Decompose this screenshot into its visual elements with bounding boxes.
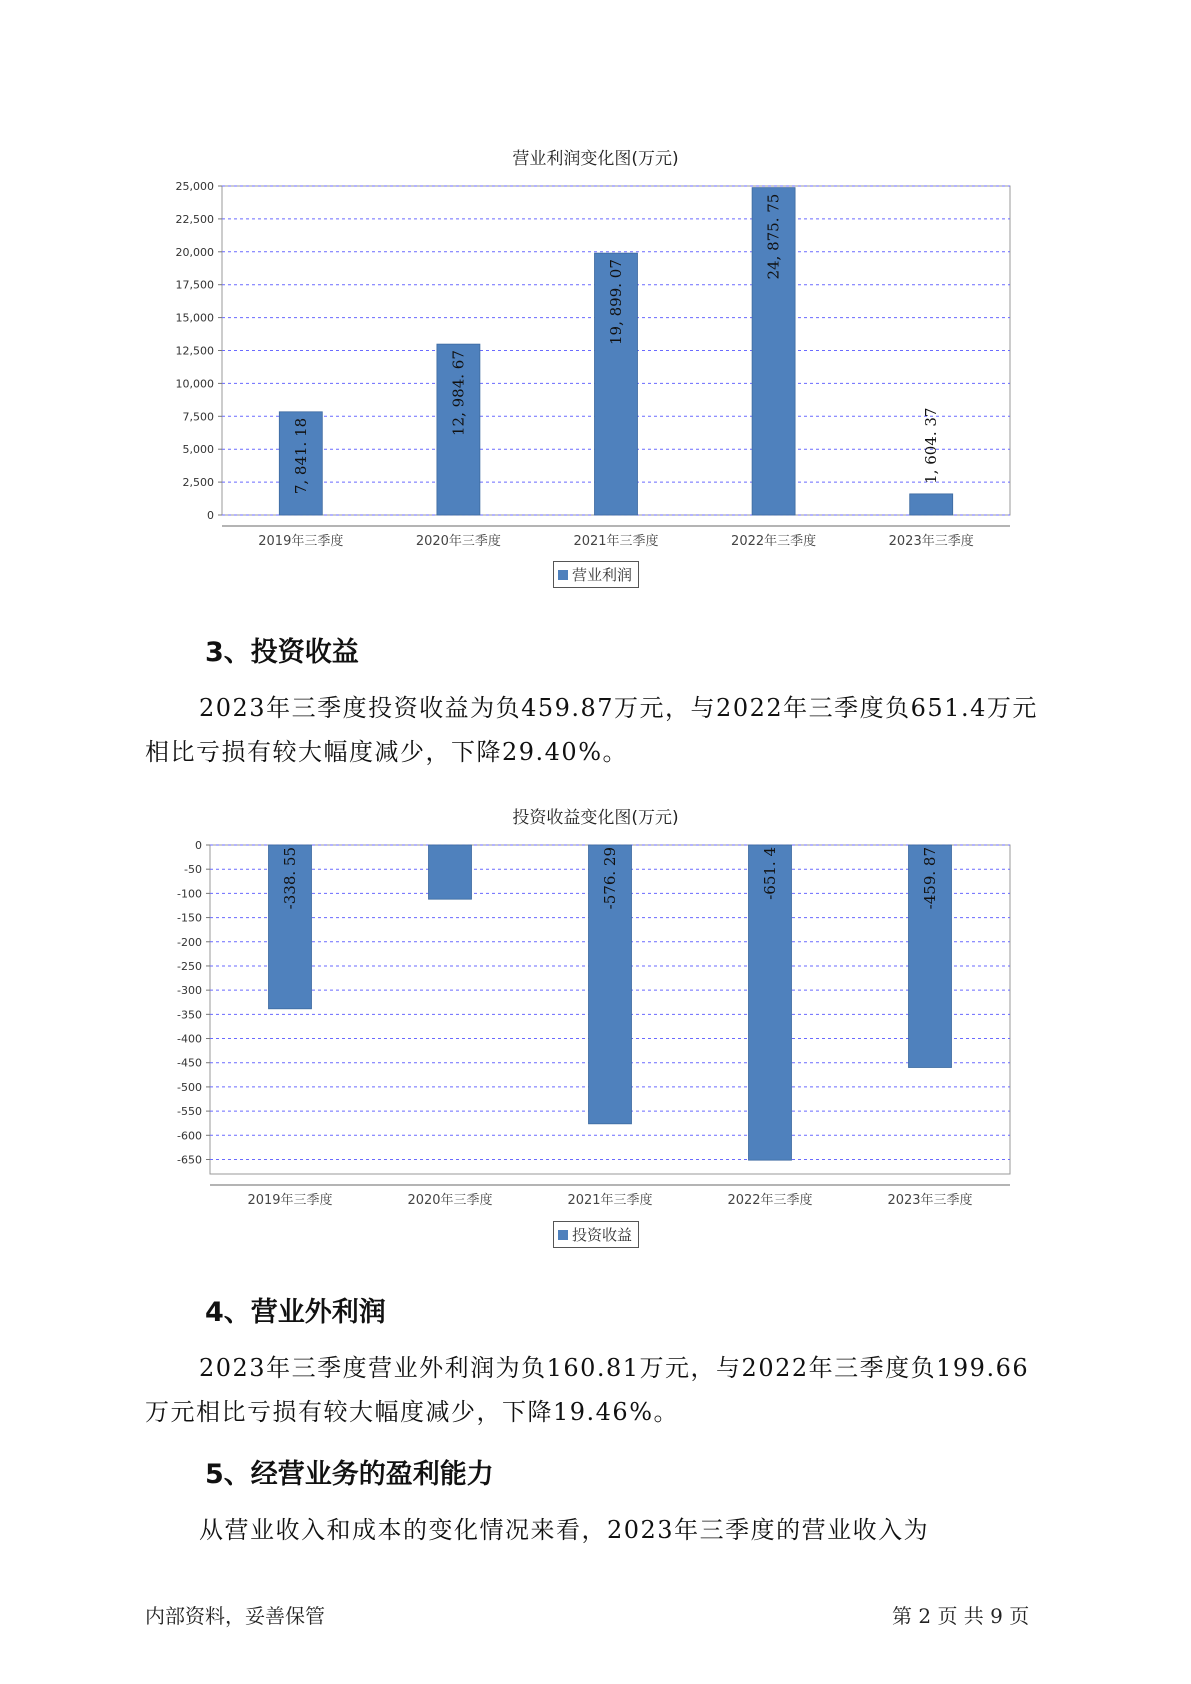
y-tick-label: 5,000 bbox=[182, 443, 214, 457]
y-tick-label: -300 bbox=[177, 984, 202, 998]
y-tick-label: -50 bbox=[184, 863, 202, 877]
category-label: 2019年三季度 bbox=[258, 534, 344, 549]
y-tick-label: 20,000 bbox=[175, 245, 214, 259]
category-label: 2023年三季度 bbox=[887, 1193, 973, 1208]
section-4-paragraph bbox=[145, 1346, 1065, 1434]
chart-2-title: 投资收益变化图(万元) bbox=[512, 808, 679, 828]
section-3-heading: 3、投资收益 bbox=[205, 637, 359, 668]
y-tick-label: -150 bbox=[177, 911, 202, 925]
legend-swatch bbox=[558, 1230, 568, 1240]
y-tick-label: -500 bbox=[177, 1080, 202, 1094]
category-label: 2020年三季度 bbox=[415, 534, 501, 549]
y-tick-label: -350 bbox=[177, 1008, 202, 1022]
data-label: -338. 55 bbox=[281, 847, 299, 910]
y-tick-label: 7,500 bbox=[182, 410, 214, 424]
section-4-line-1: 2023年三季度营业外利润为负160.81万元，与2022年三季度负199.66 bbox=[199, 1354, 1030, 1382]
y-tick-label: -400 bbox=[177, 1032, 202, 1046]
category-label: 2021年三季度 bbox=[567, 1193, 653, 1208]
section-3-line-1: 2023年三季度投资收益为负459.87万元，与2022年三季度负651.4万元 bbox=[199, 694, 1038, 722]
y-tick-label: 2,500 bbox=[182, 476, 214, 490]
y-tick-label: -200 bbox=[177, 935, 202, 949]
y-tick-label: -450 bbox=[177, 1056, 202, 1070]
category-label: 2023年三季度 bbox=[888, 534, 974, 549]
legend-label: 营业利润 bbox=[572, 566, 633, 584]
y-tick-label: 12,500 bbox=[175, 344, 214, 358]
y-tick-label: 0 bbox=[207, 509, 214, 522]
chart-1-title: 营业利润变化图(万元) bbox=[512, 149, 679, 169]
y-tick-label: -100 bbox=[177, 887, 202, 901]
y-tick-label: 17,500 bbox=[175, 278, 214, 292]
bar bbox=[429, 845, 472, 899]
chart-2-legend bbox=[553, 1221, 639, 1248]
footer-left: 内部资料，妥善保管 bbox=[145, 1604, 325, 1628]
section-4-line-2: 万元相比亏损有较大幅度减少，下降19.46%。 bbox=[145, 1398, 680, 1426]
data-label: 1, 604. 37 bbox=[922, 407, 941, 484]
data-label: 7, 841. 18 bbox=[291, 417, 310, 495]
legend-label: 投资收益 bbox=[572, 1226, 633, 1244]
y-tick-label: -250 bbox=[177, 959, 202, 973]
y-tick-label: -550 bbox=[177, 1105, 202, 1119]
data-label: -459. 87 bbox=[921, 847, 939, 910]
category-label: 2020年三季度 bbox=[407, 1193, 493, 1208]
y-tick-label: 15,000 bbox=[175, 311, 214, 325]
y-tick-label: 10,000 bbox=[175, 377, 214, 391]
y-tick-label: 22,500 bbox=[175, 212, 214, 226]
y-tick-label: 25,000 bbox=[175, 180, 214, 193]
footer-page-number: 第 2 页 共 9 页 bbox=[892, 1604, 1030, 1628]
y-tick-label: -650 bbox=[177, 1153, 202, 1167]
category-label: 2022年三季度 bbox=[727, 1193, 813, 1208]
category-label: 2019年三季度 bbox=[247, 1193, 333, 1208]
y-tick-label: -600 bbox=[177, 1129, 202, 1143]
data-label: 12, 984. 67 bbox=[449, 350, 468, 437]
data-label: 24, 875. 75 bbox=[764, 193, 783, 280]
section-5-heading: 5、经营业务的盈利能力 bbox=[205, 1459, 494, 1490]
category-label: 2021年三季度 bbox=[573, 534, 659, 549]
section-3-line-2: 相比亏损有较大幅度减少，下降29.40%。 bbox=[145, 738, 629, 766]
section-4-heading: 4、营业外利润 bbox=[205, 1297, 386, 1328]
section-5-line-1: 从营业收入和成本的变化情况来看，2023年三季度的营业收入为 bbox=[199, 1516, 930, 1544]
category-label: 2022年三季度 bbox=[731, 534, 817, 549]
data-label: 19, 899. 07 bbox=[607, 259, 625, 346]
y-tick-label: 0 bbox=[195, 839, 202, 852]
section-5-paragraph bbox=[145, 1508, 1065, 1552]
data-label: -651. 4 bbox=[761, 847, 779, 900]
data-label: -576. 29 bbox=[601, 847, 619, 910]
